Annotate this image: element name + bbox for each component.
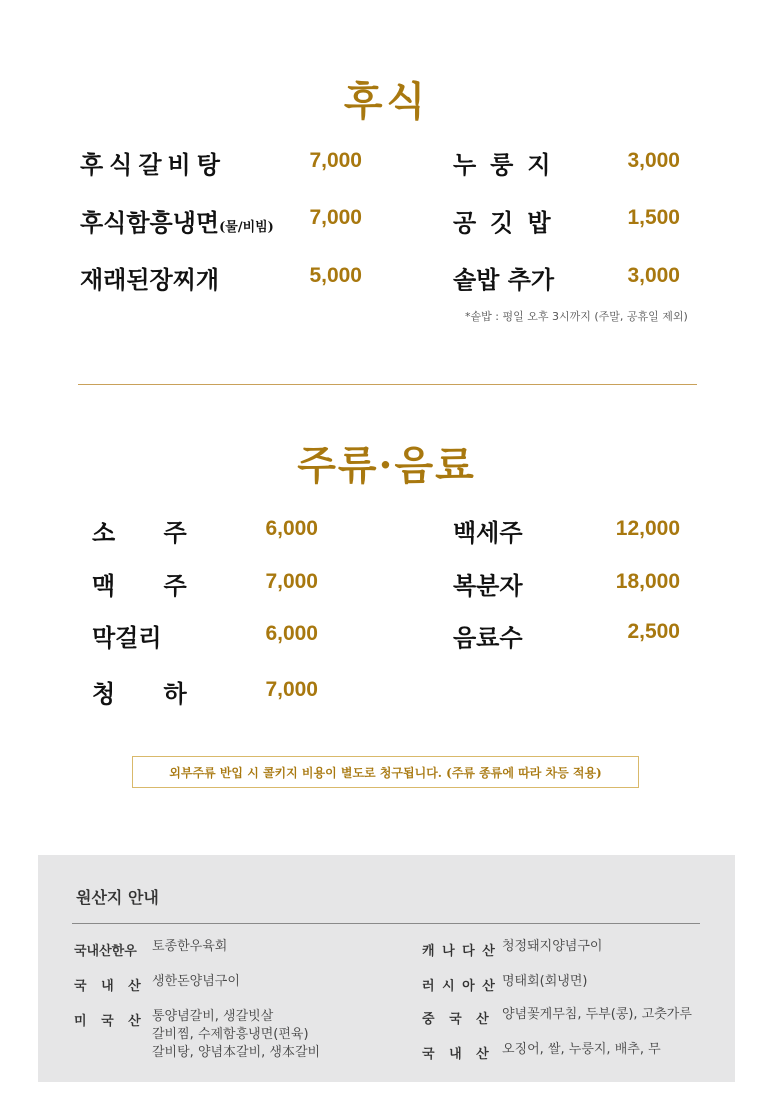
origin-label: 국 내 산 <box>422 1047 489 1062</box>
menu-item-name: 소 주 <box>92 518 207 547</box>
origin-label: 캐 나 다 산 <box>422 944 495 959</box>
origin-value: 토종한우육회 <box>152 939 228 954</box>
menu-item-name: 후식갈비탕 <box>80 150 226 179</box>
menu-item-price: 7,000 <box>309 149 362 172</box>
drinks-section-title: 주류·음료 <box>297 442 476 489</box>
origin-info-panel <box>38 855 735 1082</box>
origin-value: 생한돈양념구이 <box>152 974 240 989</box>
menu-item-price: 7,000 <box>265 570 318 593</box>
menu-item-name <box>80 203 274 238</box>
origin-value: 오징어, 쌀, 누룽지, 배추, 무 <box>502 1042 661 1057</box>
menu-item-name: 복분자 <box>453 571 523 600</box>
menu-item-price: 7,000 <box>265 678 318 701</box>
menu-item-name: 누룽지 <box>453 150 565 179</box>
origin-label: 러 시 아 산 <box>422 979 495 994</box>
menu-item-label: 후식함흥냉면 <box>80 208 220 237</box>
origin-label: 중 국 산 <box>422 1012 489 1027</box>
corkage-notice-text: 외부주류 반입 시 콜키지 비용이 별도로 청구됩니다. (주류 종류에 따라 차등 적용) <box>169 765 602 780</box>
origin-label: 국 내 산 <box>74 979 141 994</box>
menu-item-name: 청 하 <box>92 679 207 708</box>
menu-item-name: 막걸리 <box>92 623 162 652</box>
menu-item-name: 솥밥 추가 <box>453 265 555 294</box>
origin-value: 양념꽃게무침, 두부(콩), 고춧가루 <box>502 1007 692 1022</box>
menu-item-price: 6,000 <box>265 517 318 540</box>
origin-value: 갈비탕, 양념本갈비, 생本갈비 <box>152 1045 321 1060</box>
menu-item-price: 3,000 <box>627 264 680 287</box>
menu-item-price: 5,000 <box>309 264 362 287</box>
dessert-section-title: 후식 <box>343 78 430 125</box>
origin-value: 통양념갈비, 생갈빗살 <box>152 1009 274 1024</box>
origin-label: 국내산한우 <box>74 944 137 959</box>
section-divider <box>78 384 697 385</box>
menu-item-name: 맥 주 <box>92 571 207 600</box>
menu-item-price: 12,000 <box>615 517 680 540</box>
origin-value: 명태회(회냉면) <box>502 974 588 989</box>
menu-item-name: 음료수 <box>453 623 523 652</box>
origin-title: 원산지 안내 <box>76 888 159 907</box>
menu-item-price: 18,000 <box>615 570 680 593</box>
origin-divider <box>72 923 700 924</box>
menu-item-price: 1,500 <box>627 206 680 229</box>
rice-pot-note: *솥밥 : 평일 오후 3시까지 (주말, 공휴일 제외) <box>465 310 688 323</box>
menu-item-name: 재래된장찌개 <box>80 265 220 294</box>
origin-value: 청정돼지양념구이 <box>502 939 603 954</box>
menu-item-price: 3,000 <box>627 149 680 172</box>
menu-item-suffix: (물/비빔) <box>219 220 274 235</box>
menu-item-name: 공깃밥 <box>453 208 565 237</box>
origin-label: 미 국 산 <box>74 1014 141 1029</box>
corkage-notice <box>132 756 639 788</box>
menu-item-name: 백세주 <box>453 518 523 547</box>
menu-item-price: 6,000 <box>265 622 318 645</box>
menu-item-price: 7,000 <box>309 206 362 229</box>
menu-item-price: 2,500 <box>627 620 680 643</box>
origin-value: 갈비찜, 수제함흥냉면(편육) <box>152 1027 309 1042</box>
